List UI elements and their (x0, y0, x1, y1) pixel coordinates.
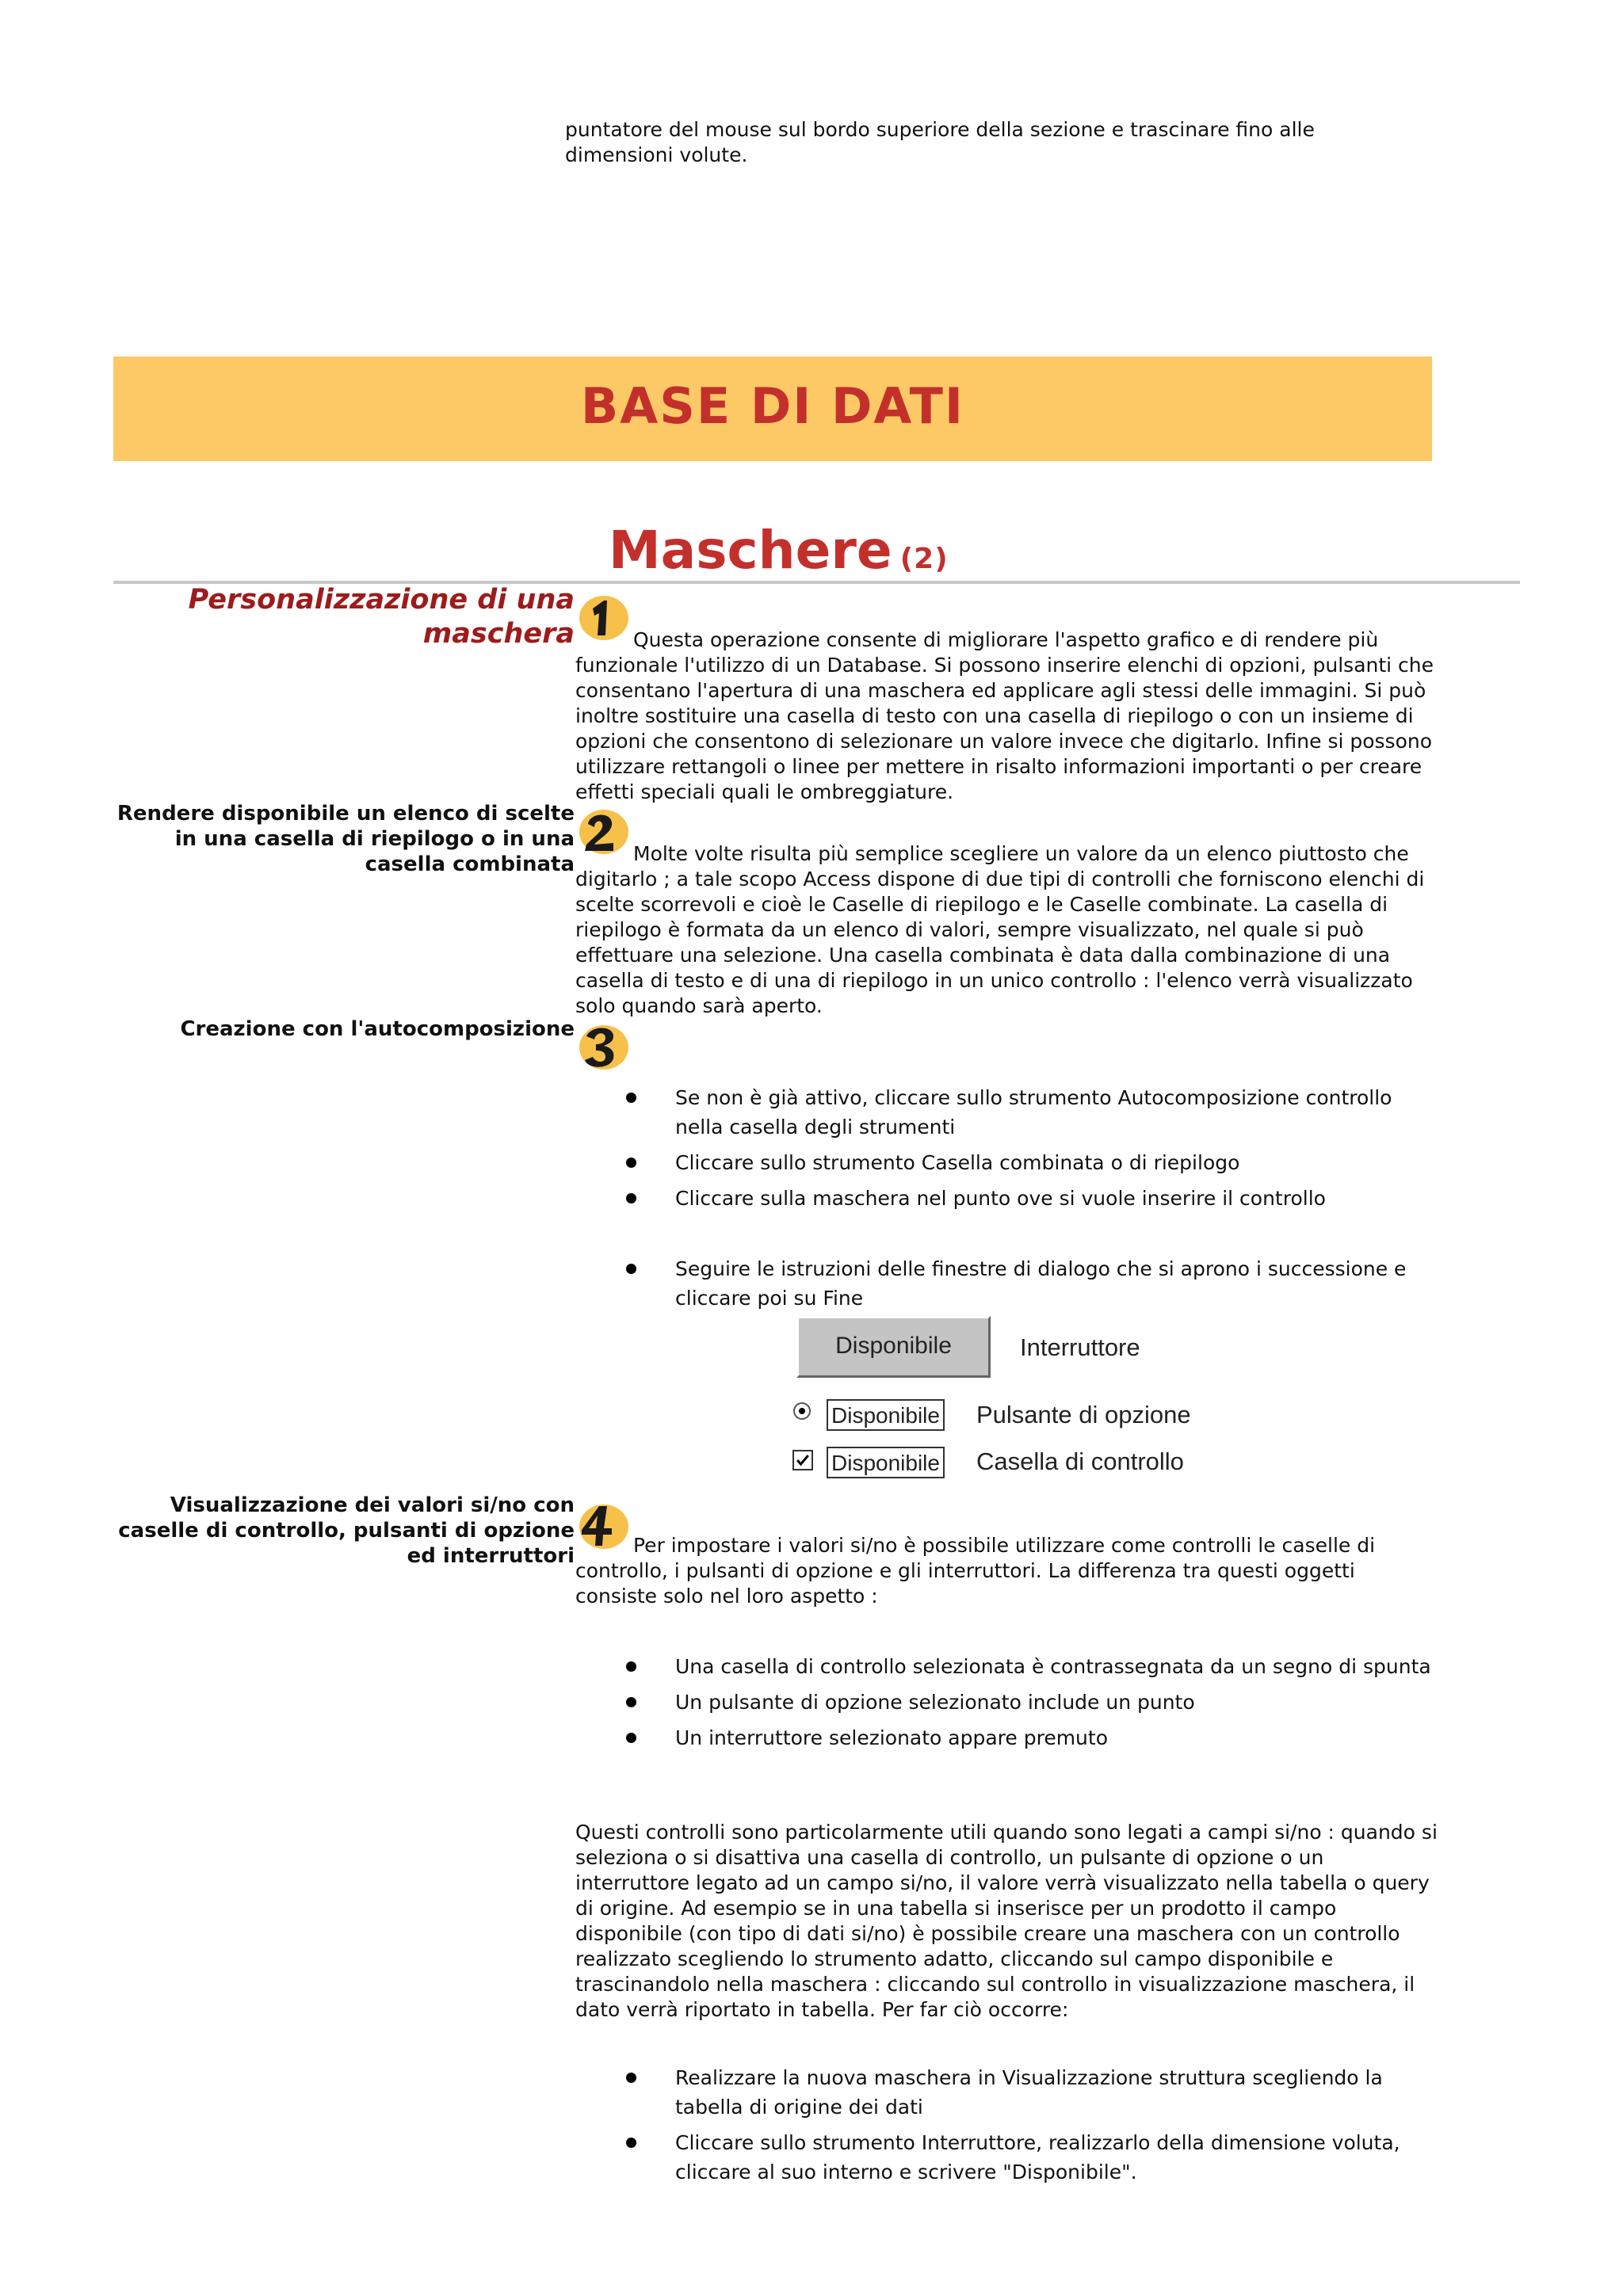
section-4-heading (118, 1493, 575, 1569)
list-item: Se non è già attivo, cliccare sullo strumento Autocomposizione controllo nella casella degli strumenti (626, 1083, 1442, 1142)
checkbox-caption: Casella di controllo (976, 1447, 1184, 1475)
list-item: Un pulsante di opzione selezionato include un punto (626, 1688, 1442, 1717)
list-item: Realizzare la nuova maschera in Visualizzazione struttura scegliendo la tabella di origine dei dati (626, 2063, 1442, 2122)
section-3-bullet-list-2 (626, 1254, 1442, 1319)
section-2-paragraph (575, 841, 1439, 1019)
banner-title: BASE DI DATI (581, 377, 964, 435)
radio-caption: Pulsante di opzione (976, 1401, 1191, 1428)
section-1-paragraph (575, 627, 1439, 805)
page-title-text: Maschere (609, 520, 892, 581)
section-4-bullet-list (626, 1652, 1442, 1759)
section-3-bullet-list (626, 1083, 1442, 1219)
section-4-heading-line-1: Visualizzazione dei valori si/no con (170, 1493, 575, 1517)
section-1-heading-line-1: Personalizzazione di una (188, 584, 575, 616)
section-4-paragraph-2: Questi controlli sono particolarmente utili quando sono legati a campi si/no : quando si seleziona o si disattiva una casella di controllo, un pulsante di opzione o un interruttore legato ad un campo si/no, il valore verrà visualizzato nella tabella o query di origine. Ad esempio se in una tabella si inserisce per un prodotto il campo disponibile (con tipo di dati si/no) è possibile creare una maschera con un controllo realizzato scegliendo lo strumento adatto, cliccando sul campo disponibile e trascinandolo nella maschera : cliccando sul controllo in visualizzazione maschera, il dato verrà riportato in tabella. Per far ciò occorre: (575, 1821, 1438, 2021)
page-title (609, 520, 949, 581)
intro-text (565, 117, 1453, 168)
section-2-heading-line-3: casella combinata (365, 852, 575, 876)
number-3-badge-icon (575, 1020, 629, 1073)
list-item: Una casella di controllo selezionata è contrassegnata da un segno di spunta (626, 1652, 1442, 1681)
list-item: Seguire le istruzioni delle finestre di dialogo che si aprono i successione e cliccare poi su Fine (626, 1254, 1442, 1313)
section-2-heading-line-2: in una casella di riepilogo o in una (174, 827, 575, 851)
section-2-paragraph-text: Molte volte risulta più semplice scegliere un valore da un elenco piuttosto che digitarlo ; a tale scopo Access dispone di due tipi di controlli che forniscono elenchi di scelte scorrevoli e cioè le Caselle di riepilogo e le Caselle combinate. La casella di riepilogo è formata da un elenco di valori, sempre visualizzato, nel quale si può effettuare una selezione. Una casella combinata è data dalla combinazione di una casella di testo e di una di riepilogo in un unico controllo : l'elenco verrà visualizzato solo quando sarà aperto. (575, 842, 1425, 1017)
section-4-paragraph (575, 1533, 1439, 1609)
section-4-bullet-list-2 (626, 2063, 1442, 2193)
section-4-heading-line-3: ed interruttori (407, 1544, 575, 1568)
list-item: Cliccare sulla maschera nel punto ove si vuole inserire il controllo (626, 1184, 1442, 1213)
section-2-heading-line-1: Rendere disponibile un elenco di scelte (116, 802, 575, 826)
list-item: Un interruttore selezionato appare premuto (626, 1723, 1442, 1753)
section-1-heading (189, 583, 575, 651)
section-4-heading-line-2: caselle di controllo, pulsanti di opzione (118, 1519, 575, 1543)
section-2-heading (117, 801, 575, 877)
section-banner (113, 357, 1432, 461)
section-3-heading (180, 1016, 575, 1042)
toggle-caption: Interruttore (1020, 1333, 1140, 1361)
page-number: (2) (899, 543, 949, 575)
intro-line-2: dimensioni volute. (565, 143, 748, 166)
list-item: Cliccare sullo strumento Casella combinata o di riepilogo (626, 1148, 1442, 1177)
intro-line-1: puntatore del mouse sul bordo superiore della sezione e trascinare fino alle (565, 118, 1315, 141)
section-4-paragraph-text: Per impostare i valori si/no è possibile utilizzare come controlli le caselle di controllo, i pulsanti di opzione e gli interruttori. La differenza tra questi oggetti consiste solo nel loro aspetto : (575, 1534, 1376, 1608)
section-1-heading-line-2: maschera (422, 618, 575, 650)
checkbox-checked-icon (792, 1450, 813, 1470)
radio-selected-icon (793, 1402, 811, 1420)
toggle-button-example: Disponibile (796, 1316, 991, 1378)
section-1-paragraph-text: Questa operazione consente di migliorare l'aspetto grafico e di rendere più funzionale l'utilizzo di un Database. Si possono inserire elenchi di opzioni, pulsanti che consentano l'apertura di una maschera ed applicare agli stessi delle immagini. Si può inoltre sostituire una casella di testo con una casella di riepilogo o con un insieme di opzioni che consentono di selezionare un valore invece che digitarlo. Infine si possono utilizzare rettangoli o linee per mettere in risalto informazioni importanti o per creare effetti speciali quali le ombreggiature. (575, 628, 1434, 803)
section-3-heading-line-1: Creazione con l'autocomposizione (180, 1017, 575, 1041)
list-item: Cliccare sullo strumento Interruttore, realizzarlo della dimensione voluta, cliccare al suo interno e scrivere "Disponibile". (626, 2128, 1442, 2187)
checkbox-example-label: Disponibile (827, 1447, 945, 1478)
radio-example-label: Disponibile (827, 1399, 945, 1431)
